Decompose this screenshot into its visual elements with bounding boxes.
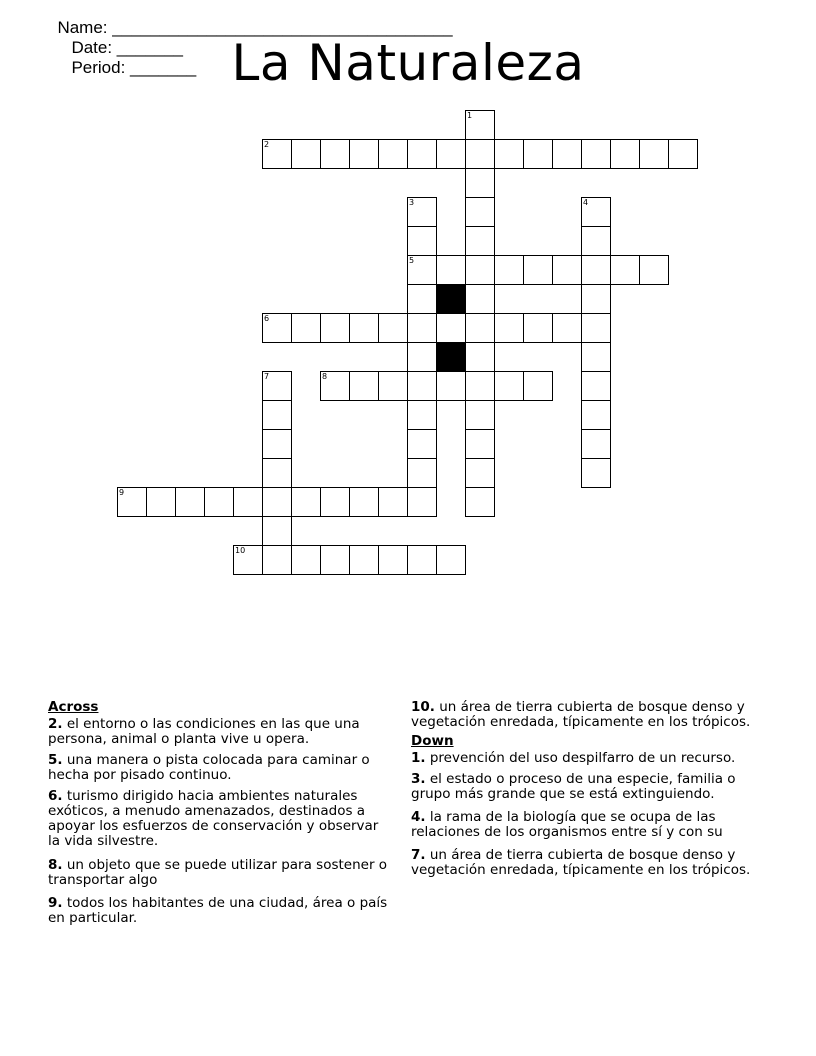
grid-cell[interactable] bbox=[320, 487, 350, 517]
grid-cell[interactable] bbox=[465, 197, 495, 227]
clue-number-label: 1 bbox=[467, 111, 473, 120]
grid-cell[interactable] bbox=[465, 487, 495, 517]
grid-cell[interactable] bbox=[494, 371, 524, 401]
clue-number-label: 10 bbox=[235, 546, 246, 555]
grid-cell[interactable] bbox=[407, 139, 437, 169]
clue-down-4: 4. la rama de la biología que se ocupa de las relaciones de los organismos entre sí y con su bbox=[411, 809, 723, 840]
grid-cell[interactable] bbox=[465, 458, 495, 488]
clue-across-10: 10. un área de tierra cubierta de bosque denso y vegetación enredada, típicamente en los trópicos. bbox=[411, 699, 751, 730]
grid-cell[interactable] bbox=[349, 545, 379, 575]
grid-cell[interactable] bbox=[581, 371, 611, 401]
grid-cell[interactable] bbox=[233, 487, 263, 517]
grid-cell[interactable] bbox=[320, 139, 350, 169]
grid-cell[interactable] bbox=[436, 371, 466, 401]
clue-across-6: 6. turismo dirigido hacia ambientes naturales exóticos, a menudo amenazados, destinados a apoyar los esfuerzos de conservación y observar la vida silvestre. bbox=[48, 788, 379, 849]
clues-left-column bbox=[48, 700, 393, 932]
grid-cell[interactable] bbox=[581, 255, 611, 285]
grid-cell[interactable] bbox=[465, 168, 495, 198]
grid-cell[interactable] bbox=[204, 487, 234, 517]
grid-cell[interactable] bbox=[262, 487, 292, 517]
grid-cell[interactable] bbox=[465, 255, 495, 285]
grid-cell[interactable] bbox=[320, 371, 350, 401]
grid-cell[interactable] bbox=[378, 545, 408, 575]
grid-cell[interactable] bbox=[233, 545, 263, 575]
grid-cell[interactable] bbox=[378, 371, 408, 401]
grid-cell[interactable] bbox=[117, 487, 147, 517]
clue-across-8: 8. un objeto que se puede utilizar para sostener o transportar algo bbox=[48, 857, 388, 888]
grid-cell[interactable] bbox=[407, 313, 437, 343]
grid-cell[interactable] bbox=[552, 139, 582, 169]
grid-cell[interactable] bbox=[407, 284, 437, 314]
clue-number-label: 7 bbox=[264, 372, 270, 381]
clue-down-1: 1. prevención del uso despilfarro de un recurso. bbox=[411, 750, 736, 766]
grid-cell[interactable] bbox=[552, 255, 582, 285]
grid-cell[interactable] bbox=[581, 197, 611, 227]
grid-cell[interactable] bbox=[407, 371, 437, 401]
grid-cell[interactable] bbox=[349, 371, 379, 401]
grid-cell[interactable] bbox=[378, 313, 408, 343]
clue-across-9: 9. todos los habitantes de una ciudad, área o país en particular. bbox=[48, 895, 388, 926]
across-heading: Across bbox=[48, 699, 99, 715]
down-heading: Down bbox=[411, 733, 454, 749]
grid-cell[interactable] bbox=[262, 371, 292, 401]
grid-cell[interactable] bbox=[436, 255, 466, 285]
grid-cell[interactable] bbox=[349, 139, 379, 169]
black-square bbox=[436, 342, 466, 372]
grid-cell[interactable] bbox=[465, 429, 495, 459]
clue-number-label: 6 bbox=[264, 314, 270, 323]
grid-cell[interactable] bbox=[581, 400, 611, 430]
grid-cell[interactable] bbox=[523, 371, 553, 401]
grid-cell[interactable] bbox=[349, 487, 379, 517]
grid-cell[interactable] bbox=[581, 429, 611, 459]
grid-cell[interactable] bbox=[639, 255, 669, 285]
grid-cell[interactable] bbox=[436, 545, 466, 575]
clue-number-label: 5 bbox=[409, 256, 415, 265]
clue-number-label: 3 bbox=[409, 198, 415, 207]
grid-cell[interactable] bbox=[378, 139, 408, 169]
grid-cell[interactable] bbox=[581, 284, 611, 314]
grid-cell[interactable] bbox=[523, 313, 553, 343]
grid-cell[interactable] bbox=[291, 139, 321, 169]
grid-cell[interactable] bbox=[523, 139, 553, 169]
grid-cell[interactable] bbox=[436, 139, 466, 169]
grid-cell[interactable] bbox=[465, 313, 495, 343]
grid-cell[interactable] bbox=[262, 313, 292, 343]
grid-cell[interactable] bbox=[610, 255, 640, 285]
grid-cell[interactable] bbox=[146, 487, 176, 517]
clue-down-3: 3. el estado o proceso de una especie, familia o grupo más grande que se está extinguiendo. bbox=[411, 771, 736, 802]
grid-cell[interactable] bbox=[175, 487, 205, 517]
grid-cell[interactable] bbox=[407, 255, 437, 285]
grid-cell[interactable] bbox=[494, 313, 524, 343]
grid-cell[interactable] bbox=[407, 429, 437, 459]
grid-cell[interactable] bbox=[291, 313, 321, 343]
clue-across-2: 2. el entorno o las condiciones en las que una persona, animal o planta vive u opera. bbox=[48, 716, 360, 747]
grid-cell[interactable] bbox=[407, 458, 437, 488]
name-field[interactable]: Name: ____________________________________ bbox=[57, 18, 453, 37]
grid-cell[interactable] bbox=[465, 139, 495, 169]
grid-cell[interactable] bbox=[407, 197, 437, 227]
grid-cell[interactable] bbox=[465, 226, 495, 256]
black-square bbox=[436, 284, 466, 314]
grid-cell[interactable] bbox=[494, 139, 524, 169]
grid-cell[interactable] bbox=[639, 139, 669, 169]
clue-number-label: 9 bbox=[119, 488, 125, 497]
grid-cell[interactable] bbox=[465, 342, 495, 372]
grid-cell[interactable] bbox=[436, 313, 466, 343]
grid-cell[interactable] bbox=[610, 139, 640, 169]
grid-cell[interactable] bbox=[465, 284, 495, 314]
grid-cell[interactable] bbox=[668, 139, 698, 169]
grid-cell[interactable] bbox=[552, 313, 582, 343]
clue-number-label: 4 bbox=[583, 198, 589, 207]
grid-cell[interactable] bbox=[291, 487, 321, 517]
grid-cell[interactable] bbox=[262, 458, 292, 488]
date-field[interactable]: Date: _______ bbox=[71, 38, 183, 57]
grid-cell[interactable] bbox=[320, 313, 350, 343]
grid-cell[interactable] bbox=[465, 110, 495, 140]
grid-cell[interactable] bbox=[262, 400, 292, 430]
grid-cell[interactable] bbox=[407, 545, 437, 575]
grid-cell[interactable] bbox=[581, 313, 611, 343]
grid-cell[interactable] bbox=[320, 545, 350, 575]
grid-cell[interactable] bbox=[262, 429, 292, 459]
grid-cell[interactable] bbox=[262, 516, 292, 546]
period-field[interactable]: Period: _______ bbox=[71, 58, 197, 77]
clues-right-column bbox=[411, 700, 771, 884]
grid-cell[interactable] bbox=[291, 545, 321, 575]
grid-cell[interactable] bbox=[407, 400, 437, 430]
grid-cell[interactable] bbox=[465, 371, 495, 401]
grid-cell[interactable] bbox=[581, 226, 611, 256]
grid-cell[interactable] bbox=[581, 139, 611, 169]
grid-cell[interactable] bbox=[523, 255, 553, 285]
page-title: La Naturaleza bbox=[231, 34, 585, 92]
grid-cell[interactable] bbox=[407, 487, 437, 517]
grid-cell[interactable] bbox=[581, 342, 611, 372]
grid-cell[interactable] bbox=[407, 226, 437, 256]
grid-cell[interactable] bbox=[378, 487, 408, 517]
clue-down-7: 7. un área de tierra cubierta de bosque denso y vegetación enredada, típicamente en los trópicos. bbox=[411, 847, 751, 878]
grid-cell[interactable] bbox=[262, 139, 292, 169]
clue-number-label: 8 bbox=[322, 372, 328, 381]
grid-cell[interactable] bbox=[349, 313, 379, 343]
clue-number-label: 2 bbox=[264, 140, 270, 149]
grid-cell[interactable] bbox=[494, 255, 524, 285]
grid-cell[interactable] bbox=[407, 342, 437, 372]
grid-cell[interactable] bbox=[581, 458, 611, 488]
grid-cell[interactable] bbox=[262, 545, 292, 575]
clue-across-5: 5. una manera o pista colocada para caminar o hecha por pisado continuo. bbox=[48, 752, 370, 783]
grid-cell[interactable] bbox=[465, 400, 495, 430]
